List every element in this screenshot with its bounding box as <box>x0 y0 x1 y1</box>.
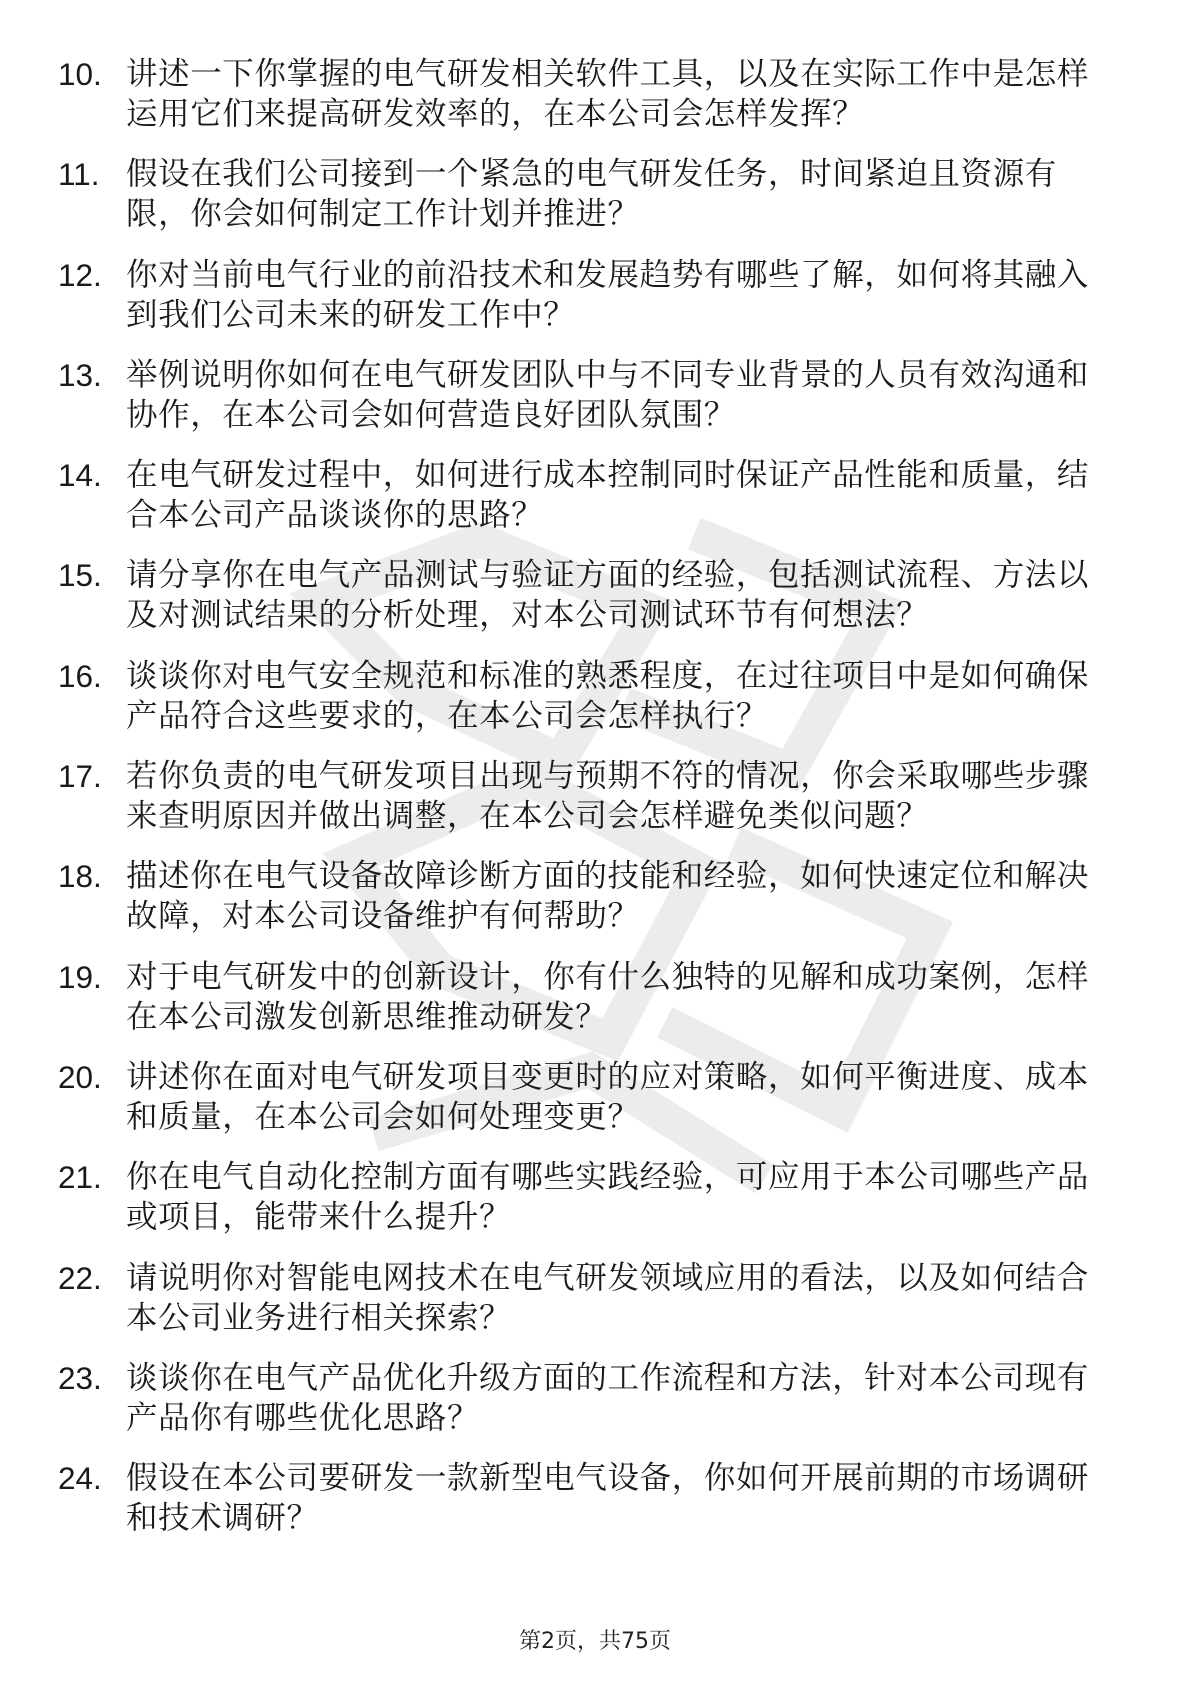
question-number: 15. <box>58 557 102 594</box>
question-item <box>58 1358 1118 1438</box>
question-number: 21. <box>58 1159 102 1196</box>
question-text: 谈谈你对电气安全规范和标准的熟悉程度，在过往项目中是如何确保产品符合这些要求的，在本公司会怎样执行？ <box>126 657 1090 734</box>
question-item <box>58 455 1118 535</box>
question-number: 10. <box>58 56 102 92</box>
question-item <box>58 656 1118 736</box>
question-number: 22. <box>58 1259 102 1296</box>
question-number: 17. <box>58 758 102 795</box>
question-list <box>58 54 1118 1558</box>
question-item <box>58 1157 1118 1237</box>
question-text: 你对当前电气行业的前沿技术和发展趋势有哪些了解，如何将其融入到我们公司未来的研发工作中？ <box>126 256 1090 333</box>
question-text: 在电气研发过程中，如何进行成本控制同时保证产品性能和质量，结合本公司产品谈谈你的思路？ <box>126 457 1090 534</box>
question-number: 16. <box>58 657 102 694</box>
question-text: 描述你在电气设备故障诊断方面的技能和经验，如何快速定位和解决故障，对本公司设备维护有何帮助？ <box>126 858 1090 935</box>
question-item <box>58 856 1118 936</box>
question-text: 假设在本公司要研发一款新型电气设备，你如何开展前期的市场调研和技术调研？ <box>126 1460 1090 1537</box>
question-item <box>58 154 1118 234</box>
question-number: 20. <box>58 1058 102 1095</box>
question-item <box>58 1458 1118 1538</box>
question-item <box>58 255 1118 335</box>
question-number: 18. <box>58 858 102 895</box>
page-number-label: 第2页，共75页 <box>519 1629 671 1654</box>
question-number: 23. <box>58 1359 102 1396</box>
question-item <box>58 54 1118 134</box>
question-text: 假设在我们公司接到一个紧急的电气研发任务，时间紧迫且资源有限，你会如何制定工作计划并推进？ <box>126 156 1057 233</box>
question-item <box>58 756 1118 836</box>
question-text: 谈谈你在电气产品优化升级方面的工作流程和方法，针对本公司现有产品你有哪些优化思路？ <box>126 1359 1090 1436</box>
question-text: 讲述一下你掌握的电气研发相关软件工具，以及在实际工作中是怎样运用它们来提高研发效率的，在本公司会怎样发挥？ <box>126 56 1090 132</box>
question-text: 请分享你在电气产品测试与验证方面的经验，包括测试流程、方法以及对测试结果的分析处理，对本公司测试环节有何想法？ <box>126 557 1090 634</box>
question-text: 若你负责的电气研发项目出现与预期不符的情况，你会采取哪些步骤来查明原因并做出调整，在本公司会怎样避免类似问题？ <box>126 758 1090 835</box>
question-number: 19. <box>58 958 102 995</box>
question-text: 你在电气自动化控制方面有哪些实践经验，可应用于本公司哪些产品或项目，能带来什么提升？ <box>126 1159 1090 1236</box>
question-text: 请说明你对智能电网技术在电气研发领域应用的看法，以及如何结合本公司业务进行相关探索？ <box>126 1259 1090 1336</box>
question-number: 12. <box>58 256 102 293</box>
question-item <box>58 1258 1118 1338</box>
question-number: 11. <box>58 156 100 193</box>
page-footer <box>0 1624 1190 1655</box>
question-item <box>58 1057 1118 1137</box>
question-number: 14. <box>58 457 102 494</box>
question-item <box>58 355 1118 435</box>
question-text: 讲述你在面对电气研发项目变更时的应对策略，如何平衡进度、成本和质量，在本公司会如何处理变更？ <box>126 1058 1090 1135</box>
question-number: 13. <box>58 356 102 393</box>
question-item <box>58 957 1118 1037</box>
question-item <box>58 555 1118 635</box>
question-text: 举例说明你如何在电气研发团队中与不同专业背景的人员有效沟通和协作，在本公司会如何营造良好团队氛围？ <box>126 356 1090 433</box>
question-text: 对于电气研发中的创新设计，你有什么独特的见解和成功案例，怎样在本公司激发创新思维推动研发？ <box>126 958 1090 1035</box>
question-number: 24. <box>58 1460 102 1497</box>
